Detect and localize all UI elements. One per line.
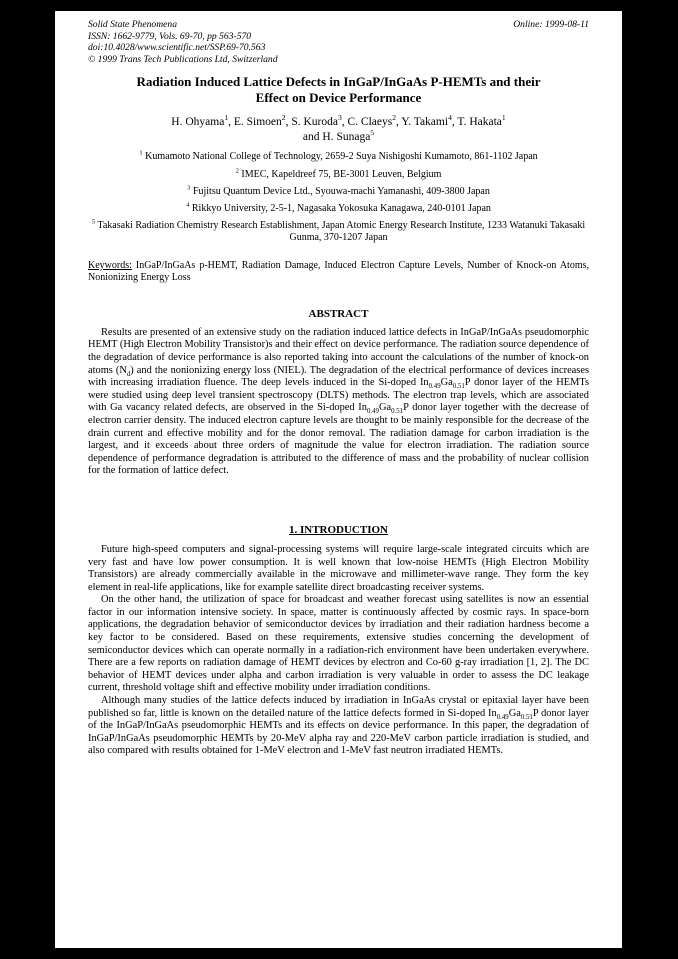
abstract-heading: ABSTRACT <box>308 307 369 320</box>
doi-line: doi:10.4028/www.scientific.net/SSP.69-70.563 <box>88 42 266 54</box>
affiliations-block <box>88 151 589 244</box>
authors-line1: H. Ohyama$^1$, E. Simoen$^2$, S. Kuroda$^3$, C. Claeys$^2$, Y. Takami$^4$, T. Hakata$^1$ <box>171 113 506 129</box>
introduction-paragraph-2: On the other hand, the utilization of space for broadcast and weather forecast using satellites is now an essential factor in our information intensive society. In space, matter is continuously affected by cosmic rays. In space-born applications, the degradation behavior of semiconductor devices by irradiation and their radiation hardness become a key factor to be considered. Based on these requirements, extensive studies concerning the development of semiconductor devices which can operate normally in a radiation-rich environment have been undertaken everywhere. There are a few reports on radiation damage of HEMT devices by electron and Co-60 g-ray irradiation [1, 2]. The DC behavior of HEMT devices under alpha and carbon irradiation is very valuable in order to assess the DC leakage current, threshold voltage shift and effective mobility under irradiation conditions. <box>88 594 589 694</box>
journal-header <box>88 19 589 65</box>
online-date: Online: 1999-08-11 <box>513 19 589 30</box>
journal-name: Solid State Phenomena <box>88 19 177 30</box>
introduction-heading <box>88 524 589 536</box>
affiliation-2: $^2$ IMEC, Kapeldreef 75, BE-3001 Leuven, Belgium <box>235 167 442 180</box>
keywords-block <box>88 260 589 285</box>
authors-block <box>88 115 589 144</box>
journal-header-row <box>88 19 589 31</box>
copyright-line: © 1999 Trans Tech Publications Ltd, Switzerland <box>88 53 278 65</box>
paper-title <box>88 74 589 106</box>
paper-title-line1: Radiation Induced Lattice Defects in InGaP/InGaAs P-HEMTs and their <box>136 74 541 90</box>
affiliation-1: $^1$ Kumamoto National College of Technology, 2659-2 Suya Nishigoshi Kumamoto, 861-1102 Japan <box>139 150 538 163</box>
keywords-text: InGaP/InGaAs p-HEMT, Radiation Damage, Induced Electron Capture Levels, Number of Knock-on Atoms, Nonionizing Energy Loss <box>88 259 589 284</box>
keywords-label: Keywords: <box>88 259 132 271</box>
authors-line2: and H. Sunaga$^5$ <box>302 128 375 143</box>
paper-title-line2: Effect on Device Performance <box>255 90 422 106</box>
affiliation-5: $^5$ Takasaki Radiation Chemistry Research Establishment, Japan Atomic Energy Research Institute, 1233 Watanuki Takasaki Gunma, 370-1207 Japan <box>91 218 586 244</box>
affiliation-3: $^3$ Fujitsu Quantum Device Ltd., Syouwa-machi Yamanashi, 409-3800 Japan <box>187 184 490 197</box>
affiliation-4: $^4$ Rikkyo University, 2-5-1, Nagasaka Yokosuka Kanagawa, 240-0101 Japan <box>186 201 491 214</box>
issn-line: ISSN: 1662-9779, Vols. 69-70, pp 563-570 <box>88 30 252 42</box>
abstract-paragraph: Results are presented of an extensive study on the radiation induced lattice defects in InGaP/InGaAs pseudomorphic HEMT (High Electron Mobility Transistor)s and their effect on device performance. The radiation source dependence of the degradation of device performance is also reported taking into account the calculations of the number of knock-on atoms $(N_d)$ and the nonionizing energy loss (NIEL). The degradation of the electrical performance of devices increases with increasing irradiation fluence. The deep levels induced in the Si-doped $In_{0.49}Ga_{0.51}P$ donor layer of the HEMTs were studied using deep level transient spectroscopy (DLTS) methods. The electron trap levels, which are associated with Ga vacancy related defects, are observed in the Si-doped $In_{0.49}Ga_{0.51}P$ donor layer together with the decrease of electron carrier density. The induced electron capture levels are thought to be mainly responsible for the decrease of the drain current and effective mobility and for the donor removal. The radiation damage for carbon irradiation is the largest, and it exceeds about three orders of magnitude the value for electron irradiation. The radiation source dependence of performance degradation is attributed to the difference of mass and the probability of nuclear collision for the formation of lattice defect. <box>88 326 589 477</box>
introduction-paragraph-1: Future high-speed computers and signal-processing systems will require large-scale integrated circuits which are very fast and have low power consumption. It is well known that low-noise HEMTs (High Electron Mobility Transistors) are already commercially available in the microwave and millimeter-wave range. They form the key element in real-life applications, like for example satellite direct broadcasting receiver systems. <box>88 543 589 593</box>
paper-page <box>55 11 622 948</box>
introduction-paragraph-3: Although many studies of the lattice defects induced by irradiation in InGaAs crystal or epitaxial layer have been published so far, little is known on the detailed nature of the lattice defects formed in Si-doped $In_{0.49}Ga_{0.51}P$ donor layer of the InGaP/InGaAs pseudomorphic HEMTs and its effects on device performance. In this paper, the degradation of InGaP/InGaAs pseudomorphic HEMTs by 20-MeV alpha ray and 220-MeV carbon particle irradiation is studied, and also compared with results obtained for 1-MeV electron and 1-MeV fast neutron irradiated HEMTs. <box>88 695 589 757</box>
introduction-heading-text: 1. INTRODUCTION <box>288 523 388 536</box>
